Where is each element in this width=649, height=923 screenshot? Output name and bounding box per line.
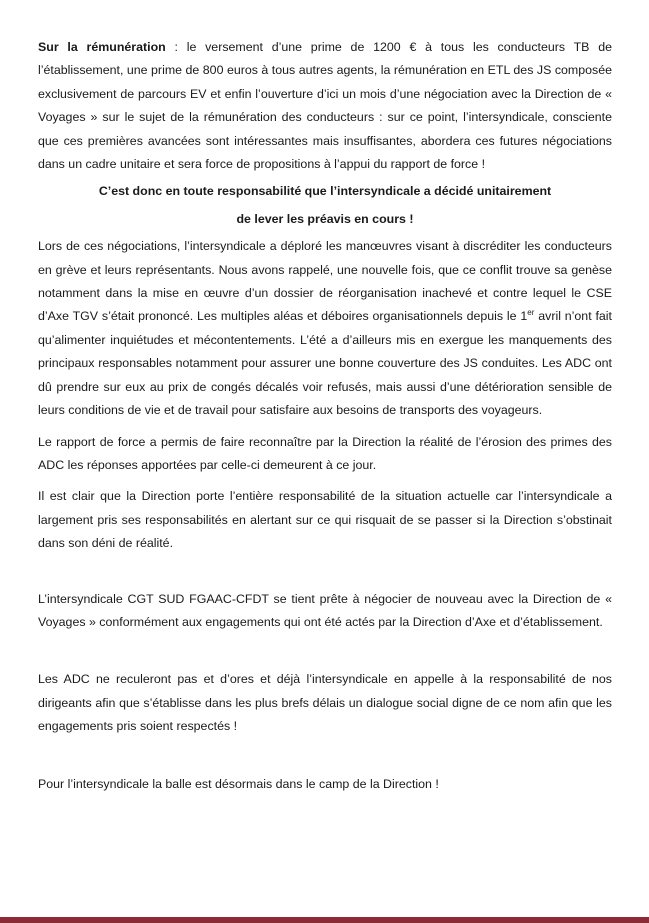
paragraph-rapport-de-force: Le rapport de force a permis de faire reconnaître par la Direction la réalité de l’érosion des primes des ADC les réponses apportées par celle-ci demeurent à ce jour. (38, 434, 612, 472)
paragraph-text: : le versement d’une prime de 1200 € à tous les conducteurs TB de l’établissement, une prime de 800 euros à tous autres agents, la rémunération en ETL des JS composée exclusivement de parcours EV et enfin l’ouverture d’ici un mois d’une négociation avec la Direction de « Voyages » sur le sujet de la rémunération des conducteurs : sur ce point, l’intersyndicale, consciente que ces premières avancées sont intéressantes mais insuffisantes, abordera ces futures négociations dans un cadre unitaire et sera force de propositions à l’appui du rapport de force ! (38, 40, 612, 172)
paragraph-remuneration (38, 36, 612, 176)
paragraph-text-part-2: avril n’ont fait qu’alimenter inquiétudes et mécontentements. L’été a d’ailleurs mis en exergue les manquements des principaux responsables notamment pour assurer une bonne couverture des JS conduites. Les ADC ont dû prendre sur eux au prix de congés décalés voir refusés, mais aussi d’une détérioration sensible de leurs conditions de vie et de travail pour satisfaire aux besoins de transports des voyageurs. (38, 309, 612, 418)
headline-line-2: de lever les préavis en cours ! (236, 211, 414, 226)
paragraph-negotiations (38, 235, 612, 422)
document-body (38, 36, 612, 796)
paragraph-text-part-1: Lors de ces négociations, l’intersyndicale a déploré les manœuvres visant à discréditer les conducteurs en grève et leurs représentants. Nous avons rappelé, une nouvelle fois, que ce conflit trouve sa genèse notamment dans la mise en œuvre d’un dossier de réorganisation inachevé et contre lequel le CSE d’Axe TGV s’était prononcé. Les multiples aléas et déboires organisationnels depuis le 1 (38, 239, 612, 324)
paragraph-responsabilite: Il est clair que la Direction porte l’entière responsabilité de la situation actuelle car l’intersyndicale a largement pris ses responsabilités en alertant sur ce qui risquait de se passer si la Direction s’obstinait dans son déni de réalité. (38, 489, 612, 551)
paragraph-conclusion: Pour l’intersyndicale la balle est désormais dans le camp de la Direction ! (38, 776, 439, 791)
paragraph-lead: Sur la rémunération (38, 40, 166, 54)
paragraph-adc: Les ADC ne reculeront pas et d’ores et déjà l’intersyndicale en appelle à la responsabilité de nos dirigeants afin que s’établisse dans les plus brefs délais un dialogue social digne de ce nom afin que les engagements pris soient respectés ! (38, 672, 612, 734)
ordinal-superscript: er (527, 308, 535, 318)
bottom-border-rule (0, 917, 649, 923)
headline-line-1: C’est donc en toute responsabilité que l’intersyndicale a décidé unitairement (98, 184, 552, 199)
paragraph-intersyndicale: L’intersyndicale CGT SUD FGAAC-CFDT se tient prête à négocier de nouveau avec la Direction de « Voyages » conformément aux engagements qui ont été actés par la Direction d’Axe et d’établissement. (38, 591, 612, 629)
